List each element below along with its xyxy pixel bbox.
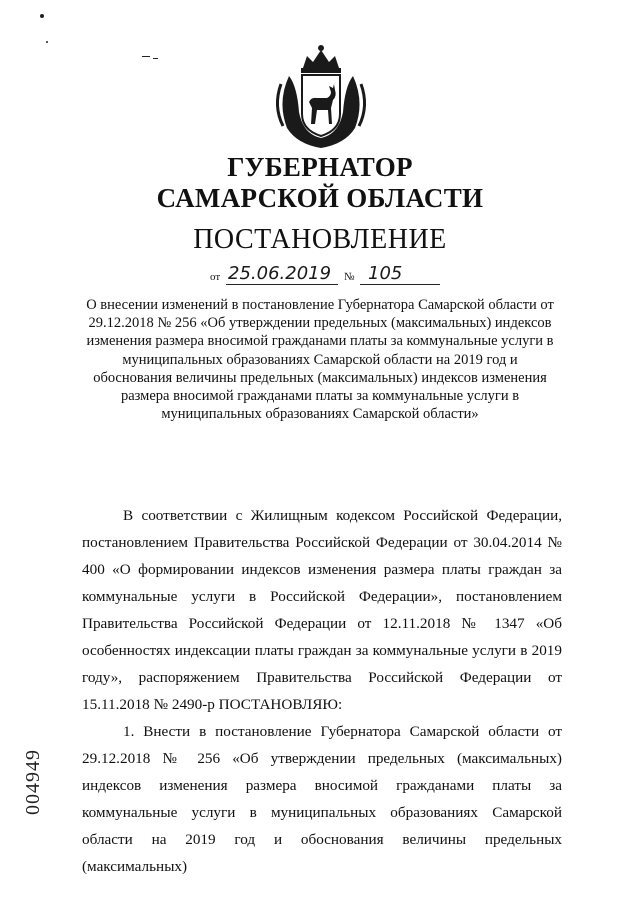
handwritten-number: 105 xyxy=(368,263,403,284)
registration-stamp: 004949 xyxy=(22,749,44,815)
date-prefix: от xyxy=(210,271,221,283)
issuer-region: САМАРСКОЙ ОБЛАСТИ xyxy=(156,183,484,213)
scan-speck xyxy=(153,58,158,59)
preamble-paragraph: В соответствии с Жилищным кодексом Российской Федерации, постановлением Правительства Российской Федерации от 30.04.2014 № 400 «О формировании индексов изменения размера платы граждан за коммунальные услуги в Российской Федерации», постановлением Правительства Российской Федерации от 12.11.2018 № 1347 «Об особенностях индексации платы граждан за коммунальные услуги в 2019 году», распоряжением Правительства Российской Федерации от 15.11.2018 № 2490-р ПОСТАНОВЛЯЮ: xyxy=(82,507,562,713)
document-title: О внесении изменений в постановление Губернатора Самарской области от 29.12.2018 № 256 «Об утверждении предельных (максимальных) индексов изменения размера вносимой гражданами платы за коммунальные услуги в муниципальных образованиях Самарской области на 2019 год и обоснования величины предельных (максимальных) индексов изменения размера вносимой гражданами платы за коммунальные услуги в муниципальных образованиях Самарской области» xyxy=(86,297,554,423)
scan-speck xyxy=(46,41,48,43)
clause-1-paragraph: 1. Внести в постановление Губернатора Самарской области от 29.12.2018 № 256 «Об утверждении предельных (максимальных) индексов изменения размера вносимой гражданами платы за коммунальные услуги в муниципальных образованиях Самарской области на 2019 год и обоснования величины предельных (максимальных) xyxy=(82,723,562,875)
date-underline xyxy=(226,284,338,285)
handwritten-date: 25.06.2019 xyxy=(228,263,332,284)
issuer-title: ГУБЕРНАТОР xyxy=(227,152,413,182)
samara-coat-of-arms-icon xyxy=(271,42,371,152)
scan-speck xyxy=(142,56,150,57)
number-prefix: № xyxy=(344,271,355,283)
number-underline xyxy=(360,284,440,285)
scan-speck xyxy=(40,14,44,18)
date-number-line xyxy=(210,262,450,288)
document-body xyxy=(82,502,562,880)
document-type: ПОСТАНОВЛЕНИЕ xyxy=(193,224,447,255)
